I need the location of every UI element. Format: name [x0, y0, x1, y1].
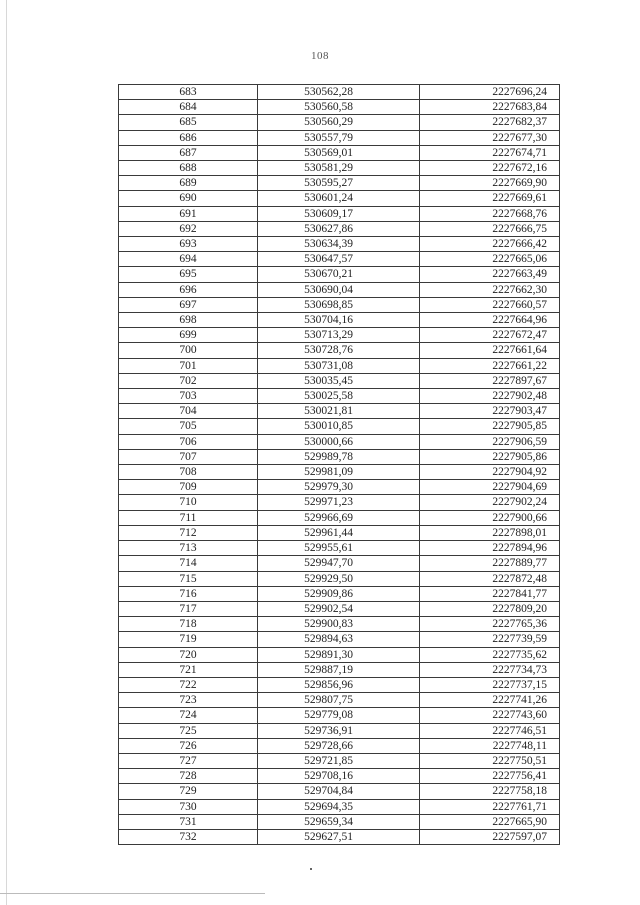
y-coordinate-cell: 2227765,36	[420, 617, 560, 632]
table-row	[119, 145, 560, 160]
point-number-cell: 690	[119, 191, 258, 206]
x-coordinate-cell: 529900,83	[258, 617, 420, 632]
point-number-cell: 720	[119, 647, 258, 662]
y-coordinate-cell: 2227735,62	[420, 647, 560, 662]
y-coordinate-cell: 2227597,07	[420, 829, 560, 844]
x-coordinate-cell: 530601,24	[258, 191, 420, 206]
x-coordinate-cell: 529779,08	[258, 708, 420, 723]
table-row	[119, 115, 560, 130]
y-coordinate-cell: 2227743,60	[420, 708, 560, 723]
x-coordinate-cell: 530609,17	[258, 206, 420, 221]
y-coordinate-cell: 2227898,01	[420, 525, 560, 540]
y-coordinate-cell: 2227756,41	[420, 769, 560, 784]
y-coordinate-cell: 2227666,75	[420, 221, 560, 236]
y-coordinate-cell: 2227739,59	[420, 632, 560, 647]
point-number-cell: 700	[119, 343, 258, 358]
y-coordinate-cell: 2227682,37	[420, 115, 560, 130]
point-number-cell: 701	[119, 358, 258, 373]
table-row	[119, 313, 560, 328]
x-coordinate-cell: 529955,61	[258, 541, 420, 556]
point-number-cell: 709	[119, 480, 258, 495]
y-coordinate-cell: 2227666,42	[420, 237, 560, 252]
y-coordinate-cell: 2227661,64	[420, 343, 560, 358]
x-coordinate-cell: 530021,81	[258, 404, 420, 419]
y-coordinate-cell: 2227748,11	[420, 738, 560, 753]
table-row	[119, 434, 560, 449]
point-number-cell: 683	[119, 85, 258, 100]
point-number-cell: 719	[119, 632, 258, 647]
x-coordinate-cell: 530690,04	[258, 282, 420, 297]
x-coordinate-cell: 529902,54	[258, 601, 420, 616]
point-number-cell: 708	[119, 465, 258, 480]
x-coordinate-cell: 529979,30	[258, 480, 420, 495]
point-number-cell: 703	[119, 389, 258, 404]
x-coordinate-cell: 530595,27	[258, 176, 420, 191]
y-coordinate-cell: 2227904,92	[420, 465, 560, 480]
y-coordinate-cell: 2227669,90	[420, 176, 560, 191]
x-coordinate-cell: 529807,75	[258, 693, 420, 708]
y-coordinate-cell: 2227897,67	[420, 373, 560, 388]
x-coordinate-cell: 529887,19	[258, 662, 420, 677]
x-coordinate-cell: 530557,79	[258, 130, 420, 145]
point-number-cell: 695	[119, 267, 258, 282]
table-row	[119, 784, 560, 799]
y-coordinate-cell: 2227674,71	[420, 145, 560, 160]
y-coordinate-cell: 2227669,61	[420, 191, 560, 206]
y-coordinate-cell: 2227809,20	[420, 601, 560, 616]
point-number-cell: 717	[119, 601, 258, 616]
table-row	[119, 206, 560, 221]
table-row	[119, 495, 560, 510]
y-coordinate-cell: 2227696,24	[420, 85, 560, 100]
y-coordinate-cell: 2227889,77	[420, 556, 560, 571]
y-coordinate-cell: 2227677,30	[420, 130, 560, 145]
point-number-cell: 693	[119, 237, 258, 252]
point-number-cell: 727	[119, 753, 258, 768]
point-number-cell: 714	[119, 556, 258, 571]
table-row	[119, 586, 560, 601]
x-coordinate-cell: 530627,86	[258, 221, 420, 236]
y-coordinate-cell: 2227683,84	[420, 100, 560, 115]
table-row	[119, 647, 560, 662]
y-coordinate-cell: 2227734,73	[420, 662, 560, 677]
y-coordinate-cell: 2227668,76	[420, 206, 560, 221]
x-coordinate-cell: 529981,09	[258, 465, 420, 480]
x-coordinate-cell: 530560,29	[258, 115, 420, 130]
x-coordinate-cell: 530704,16	[258, 313, 420, 328]
table-row	[119, 161, 560, 176]
table-row	[119, 389, 560, 404]
point-number-cell: 731	[119, 814, 258, 829]
table-row	[119, 662, 560, 677]
point-number-cell: 696	[119, 282, 258, 297]
x-coordinate-cell: 529894,63	[258, 632, 420, 647]
point-number-cell: 691	[119, 206, 258, 221]
x-coordinate-cell: 530569,01	[258, 145, 420, 160]
point-number-cell: 687	[119, 145, 258, 160]
y-coordinate-cell: 2227841,77	[420, 586, 560, 601]
y-coordinate-cell: 2227900,66	[420, 510, 560, 525]
table-row	[119, 525, 560, 540]
x-coordinate-cell: 529708,16	[258, 769, 420, 784]
x-coordinate-cell: 530025,58	[258, 389, 420, 404]
y-coordinate-cell: 2227894,96	[420, 541, 560, 556]
table-row	[119, 449, 560, 464]
bottom-rule	[0, 893, 265, 894]
x-coordinate-cell: 529694,35	[258, 799, 420, 814]
table-row	[119, 632, 560, 647]
x-coordinate-cell: 529721,85	[258, 753, 420, 768]
point-number-cell: 704	[119, 404, 258, 419]
point-number-cell: 698	[119, 313, 258, 328]
y-coordinate-cell: 2227662,30	[420, 282, 560, 297]
page-number: 108	[311, 50, 329, 62]
y-coordinate-cell: 2227758,18	[420, 784, 560, 799]
x-coordinate-cell: 529736,91	[258, 723, 420, 738]
coordinates-table-body	[119, 85, 560, 845]
table-row	[119, 617, 560, 632]
x-coordinate-cell: 530562,28	[258, 85, 420, 100]
y-coordinate-cell: 2227663,49	[420, 267, 560, 282]
x-coordinate-cell: 530035,45	[258, 373, 420, 388]
point-number-cell: 710	[119, 495, 258, 510]
footer-mark	[310, 868, 312, 870]
point-number-cell: 728	[119, 769, 258, 784]
table-row	[119, 829, 560, 844]
x-coordinate-cell: 529929,50	[258, 571, 420, 586]
table-row	[119, 404, 560, 419]
x-coordinate-cell: 529989,78	[258, 449, 420, 464]
point-number-cell: 721	[119, 662, 258, 677]
table-row	[119, 297, 560, 312]
x-coordinate-cell: 529961,44	[258, 525, 420, 540]
table-row	[119, 541, 560, 556]
point-number-cell: 729	[119, 784, 258, 799]
x-coordinate-cell: 529659,34	[258, 814, 420, 829]
table-row	[119, 252, 560, 267]
point-number-cell: 726	[119, 738, 258, 753]
point-number-cell: 725	[119, 723, 258, 738]
x-coordinate-cell: 530647,57	[258, 252, 420, 267]
table-row	[119, 176, 560, 191]
y-coordinate-cell: 2227904,69	[420, 480, 560, 495]
point-number-cell: 724	[119, 708, 258, 723]
x-coordinate-cell: 530010,85	[258, 419, 420, 434]
table-row	[119, 237, 560, 252]
y-coordinate-cell: 2227761,71	[420, 799, 560, 814]
table-row	[119, 358, 560, 373]
table-row	[119, 373, 560, 388]
y-coordinate-cell: 2227661,22	[420, 358, 560, 373]
point-number-cell: 716	[119, 586, 258, 601]
table-row	[119, 556, 560, 571]
x-coordinate-cell: 530000,66	[258, 434, 420, 449]
point-number-cell: 730	[119, 799, 258, 814]
point-number-cell: 722	[119, 677, 258, 692]
x-coordinate-cell: 530731,08	[258, 358, 420, 373]
point-number-cell: 686	[119, 130, 258, 145]
x-coordinate-cell: 529704,84	[258, 784, 420, 799]
table-row	[119, 221, 560, 236]
y-coordinate-cell: 2227664,96	[420, 313, 560, 328]
x-coordinate-cell: 530728,76	[258, 343, 420, 358]
x-coordinate-cell: 529627,51	[258, 829, 420, 844]
table-row	[119, 723, 560, 738]
x-coordinate-cell: 529971,23	[258, 495, 420, 510]
table-row	[119, 708, 560, 723]
table-row	[119, 799, 560, 814]
table-row	[119, 100, 560, 115]
table-row	[119, 419, 560, 434]
table-row	[119, 282, 560, 297]
table-row	[119, 693, 560, 708]
point-number-cell: 702	[119, 373, 258, 388]
point-number-cell: 685	[119, 115, 258, 130]
x-coordinate-cell: 530713,29	[258, 328, 420, 343]
x-coordinate-cell: 530634,39	[258, 237, 420, 252]
coordinates-table	[118, 84, 560, 845]
point-number-cell: 715	[119, 571, 258, 586]
y-coordinate-cell: 2227902,24	[420, 495, 560, 510]
y-coordinate-cell: 2227741,26	[420, 693, 560, 708]
point-number-cell: 718	[119, 617, 258, 632]
table-row	[119, 85, 560, 100]
point-number-cell: 711	[119, 510, 258, 525]
y-coordinate-cell: 2227660,57	[420, 297, 560, 312]
point-number-cell: 689	[119, 176, 258, 191]
table-row	[119, 753, 560, 768]
table-row	[119, 130, 560, 145]
y-coordinate-cell: 2227746,51	[420, 723, 560, 738]
x-coordinate-cell: 529909,86	[258, 586, 420, 601]
y-coordinate-cell: 2227750,51	[420, 753, 560, 768]
table-row	[119, 343, 560, 358]
x-coordinate-cell: 530698,85	[258, 297, 420, 312]
table-row	[119, 480, 560, 495]
page-edge-rule	[6, 0, 7, 905]
x-coordinate-cell: 529966,69	[258, 510, 420, 525]
x-coordinate-cell: 530560,58	[258, 100, 420, 115]
point-number-cell: 688	[119, 161, 258, 176]
table-row	[119, 191, 560, 206]
y-coordinate-cell: 2227872,48	[420, 571, 560, 586]
point-number-cell: 732	[119, 829, 258, 844]
y-coordinate-cell: 2227672,47	[420, 328, 560, 343]
table-row	[119, 601, 560, 616]
y-coordinate-cell: 2227665,90	[420, 814, 560, 829]
y-coordinate-cell: 2227665,06	[420, 252, 560, 267]
table-row	[119, 328, 560, 343]
table-row	[119, 510, 560, 525]
y-coordinate-cell: 2227737,15	[420, 677, 560, 692]
point-number-cell: 705	[119, 419, 258, 434]
point-number-cell: 707	[119, 449, 258, 464]
table-row	[119, 769, 560, 784]
point-number-cell: 723	[119, 693, 258, 708]
point-number-cell: 706	[119, 434, 258, 449]
point-number-cell: 692	[119, 221, 258, 236]
x-coordinate-cell: 530670,21	[258, 267, 420, 282]
table-row	[119, 465, 560, 480]
table-row	[119, 814, 560, 829]
y-coordinate-cell: 2227905,86	[420, 449, 560, 464]
point-number-cell: 697	[119, 297, 258, 312]
point-number-cell: 684	[119, 100, 258, 115]
table-row	[119, 677, 560, 692]
point-number-cell: 712	[119, 525, 258, 540]
table-row	[119, 738, 560, 753]
y-coordinate-cell: 2227905,85	[420, 419, 560, 434]
x-coordinate-cell: 529856,96	[258, 677, 420, 692]
x-coordinate-cell: 529891,30	[258, 647, 420, 662]
y-coordinate-cell: 2227903,47	[420, 404, 560, 419]
y-coordinate-cell: 2227906,59	[420, 434, 560, 449]
table-row	[119, 571, 560, 586]
x-coordinate-cell: 530581,29	[258, 161, 420, 176]
point-number-cell: 694	[119, 252, 258, 267]
point-number-cell: 699	[119, 328, 258, 343]
table-row	[119, 267, 560, 282]
point-number-cell: 713	[119, 541, 258, 556]
y-coordinate-cell: 2227672,16	[420, 161, 560, 176]
x-coordinate-cell: 529728,66	[258, 738, 420, 753]
x-coordinate-cell: 529947,70	[258, 556, 420, 571]
y-coordinate-cell: 2227902,48	[420, 389, 560, 404]
